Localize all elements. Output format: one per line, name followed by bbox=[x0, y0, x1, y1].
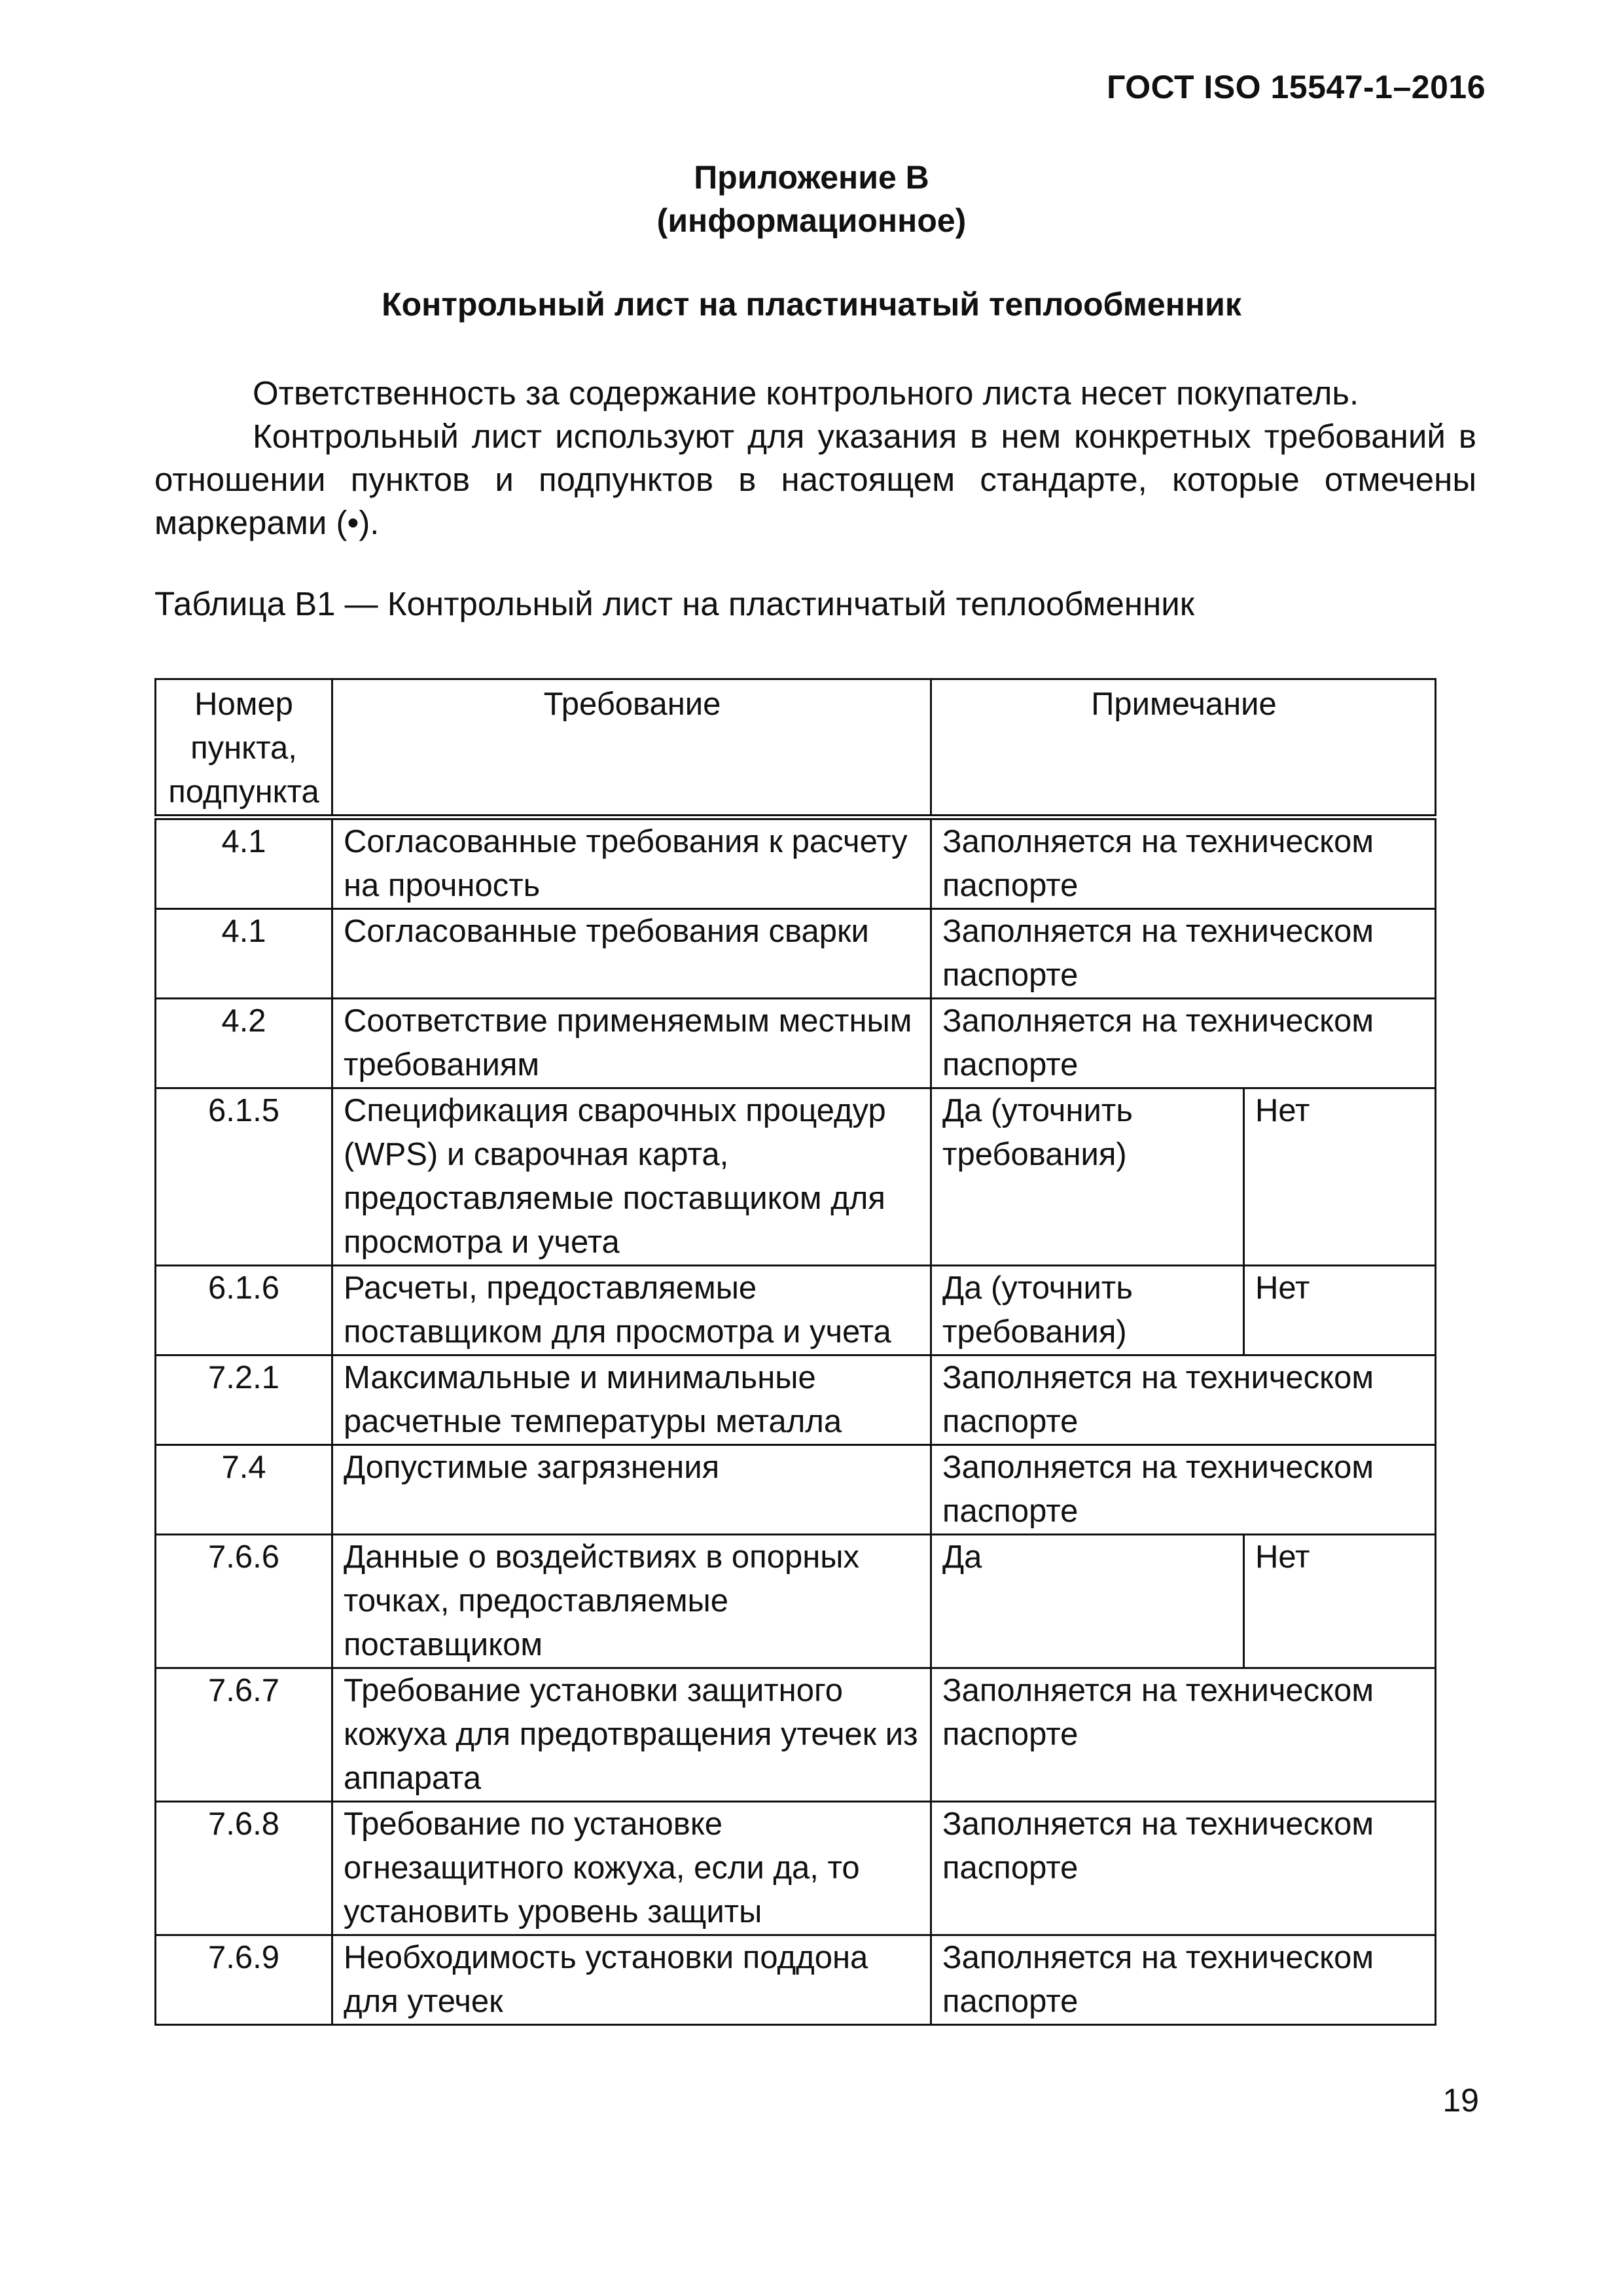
row-note: Заполняется на техническом паспорте bbox=[931, 1935, 1436, 2025]
row-number: 7.4 bbox=[156, 1445, 332, 1535]
table-header-row bbox=[156, 679, 1436, 817]
table-row bbox=[156, 1668, 1436, 1802]
page-number: 19 bbox=[1442, 2082, 1479, 2119]
row-note: Заполняется на техническом паспорте bbox=[931, 1802, 1436, 1935]
row-number: 7.6.9 bbox=[156, 1935, 332, 2025]
table-row bbox=[156, 1266, 1436, 1355]
row-requirement: Допустимые загрязнения bbox=[332, 1445, 931, 1535]
row-note: Заполняется на техническом паспорте bbox=[931, 1668, 1436, 1802]
row-number: 7.6.7 bbox=[156, 1668, 332, 1802]
row-number: 4.1 bbox=[156, 817, 332, 909]
row-requirement: Согласованные требования к расчету на прочность bbox=[332, 817, 931, 909]
annex-title: Приложение В bbox=[694, 159, 929, 196]
row-note: Заполняется на техническом паспорте bbox=[931, 909, 1436, 999]
header-number: Номер пункта, подпункта bbox=[156, 679, 332, 817]
row-note: Заполняется на техническом паспорте bbox=[931, 1355, 1436, 1445]
checklist-heading: Контрольный лист на пластинчатый теплообменник bbox=[382, 286, 1241, 323]
row-requirement: Соответствие применяемым местным требованиям bbox=[332, 999, 931, 1088]
row-requirement: Необходимость установки поддона для утечек bbox=[332, 1935, 931, 2025]
table-row bbox=[156, 1088, 1436, 1266]
row-requirement: Спецификация сварочных процедур (WPS) и сварочная карта, предоставляемые поставщиком для просмотра и учета bbox=[332, 1088, 931, 1266]
row-requirement: Расчеты, предоставляемые поставщиком для просмотра и учета bbox=[332, 1266, 931, 1355]
row-note-no: Нет bbox=[1244, 1266, 1436, 1355]
annex-title-block bbox=[0, 156, 1623, 242]
table-row bbox=[156, 1935, 1436, 2025]
row-requirement: Данные о воздействиях в опорных точках, предоставляемые поставщиком bbox=[332, 1535, 931, 1668]
row-note-yes: Да bbox=[931, 1535, 1244, 1668]
row-number: 7.6.6 bbox=[156, 1535, 332, 1668]
row-requirement: Максимальные и минимальные расчетные температуры металла bbox=[332, 1355, 931, 1445]
table-row bbox=[156, 999, 1436, 1088]
row-note: Заполняется на техническом паспорте bbox=[931, 999, 1436, 1088]
row-note: Заполняется на техническом паспорте bbox=[931, 817, 1436, 909]
row-number: 7.2.1 bbox=[156, 1355, 332, 1445]
table-row bbox=[156, 1802, 1436, 1935]
intro-text bbox=[154, 372, 1476, 545]
intro-paragraph-1: Ответственность за содержание контрольного листа несет покупатель. bbox=[253, 374, 1359, 412]
row-number: 6.1.5 bbox=[156, 1088, 332, 1266]
table-row bbox=[156, 1445, 1436, 1535]
table-row bbox=[156, 909, 1436, 999]
row-requirement: Согласованные требования сварки bbox=[332, 909, 931, 999]
table-caption: Таблица В1 — Контрольный лист на пластинчатый теплообменник bbox=[154, 585, 1195, 622]
intro-paragraph-2: Контрольный лист используют для указания в нем конкретных требований в отношении пунктов и подпунктов в настоящем стандарте, которые отмечены маркерами (•). bbox=[154, 418, 1476, 541]
row-number: 4.1 bbox=[156, 909, 332, 999]
table-row bbox=[156, 817, 1436, 909]
row-number: 6.1.6 bbox=[156, 1266, 332, 1355]
header-note: Примечание bbox=[931, 679, 1436, 817]
checklist-table bbox=[154, 678, 1436, 2026]
row-note-no: Нет bbox=[1244, 1535, 1436, 1668]
row-note-yes: Да (уточнить требования) bbox=[931, 1088, 1244, 1266]
row-note-yes: Да (уточнить требования) bbox=[931, 1266, 1244, 1355]
row-requirement: Требование по установке огнезащитного кожуха, если да, то установить уровень защиты bbox=[332, 1802, 931, 1935]
header-requirement: Требование bbox=[332, 679, 931, 817]
row-number: 7.6.8 bbox=[156, 1802, 332, 1935]
table-row bbox=[156, 1535, 1436, 1668]
table-row bbox=[156, 1355, 1436, 1445]
annex-subtitle: (информационное) bbox=[656, 202, 967, 239]
row-note: Заполняется на техническом паспорте bbox=[931, 1445, 1436, 1535]
standard-code: ГОСТ ISO 15547-1–2016 bbox=[1107, 69, 1486, 105]
row-number: 4.2 bbox=[156, 999, 332, 1088]
row-requirement: Требование установки защитного кожуха для предотвращения утечек из аппарата bbox=[332, 1668, 931, 1802]
row-note-no: Нет bbox=[1244, 1088, 1436, 1266]
